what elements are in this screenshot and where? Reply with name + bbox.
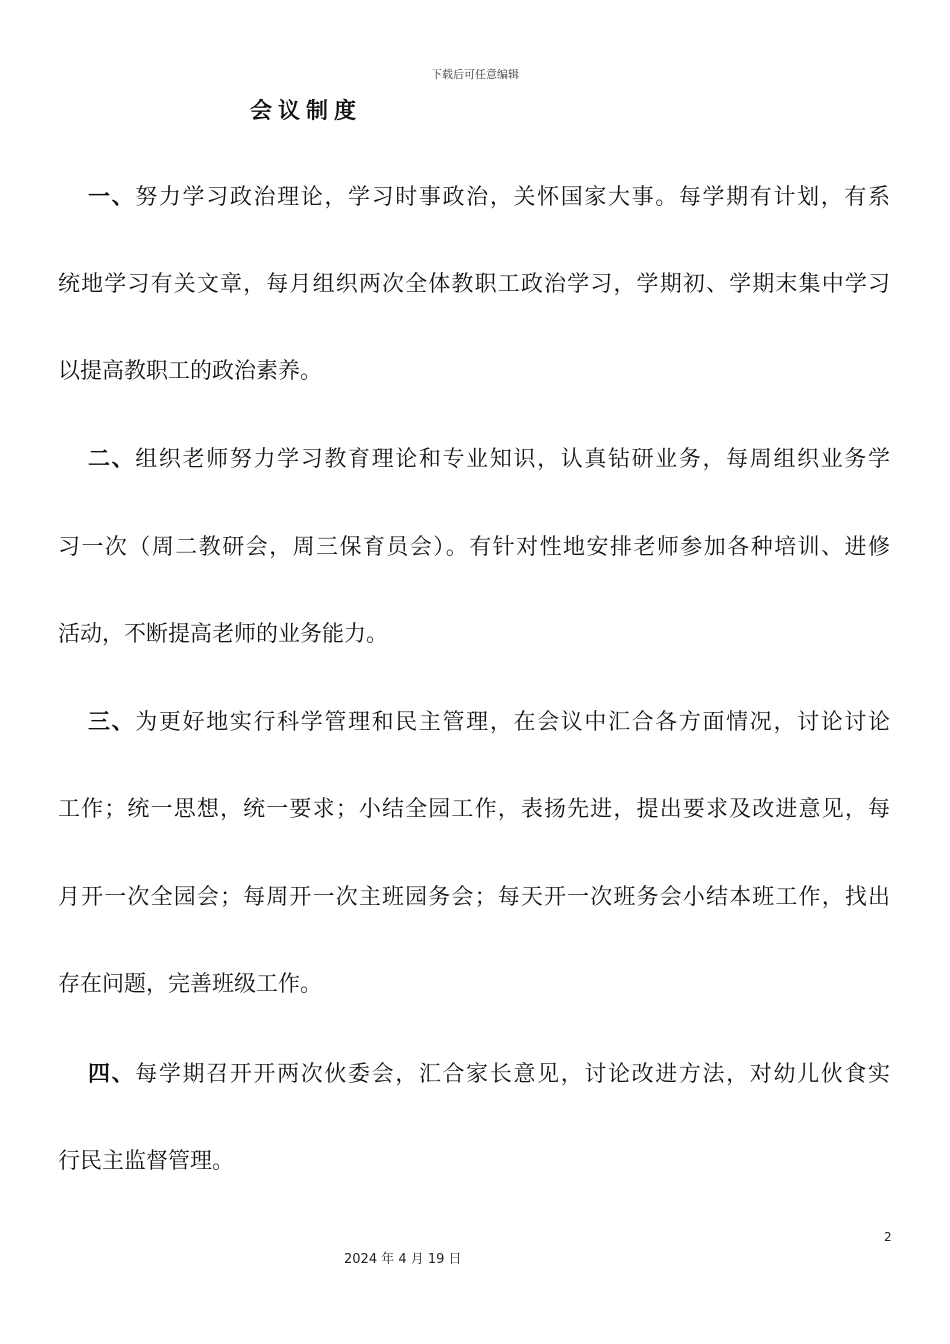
paragraph-4-text: 每学期召开开两次伙委会，汇合家长意见，讨论改进方法，对幼儿伙食实 bbox=[135, 1062, 890, 1087]
document-title: 会议制度 bbox=[250, 99, 363, 124]
footer-date: 2024 年 4 月 19 日 bbox=[344, 1252, 462, 1267]
paragraph-3-line-1 bbox=[88, 708, 890, 738]
paragraph-2-line-2: 习一次（周二教研会，周三保育员会）。有针对性地安排老师参加各种培训、进修 bbox=[58, 535, 890, 560]
paragraph-1-number: 一、 bbox=[88, 185, 136, 210]
page-number: 2 bbox=[884, 1230, 892, 1244]
paragraph-2-line-1 bbox=[88, 445, 890, 475]
paragraph-2-text: 组织老师努力学习教育理论和专业知识，认真钻研业务，每周组织业务学 bbox=[135, 447, 890, 472]
paragraph-3-line-2: 工作；统一思想，统一要求；小结全园工作，表扬先进，提出要求及改进意见，每 bbox=[58, 797, 890, 822]
paragraph-3-text: 为更好地实行科学管理和民主管理，在会议中汇合各方面情况，讨论讨论 bbox=[135, 710, 890, 735]
paragraph-1-line-1 bbox=[88, 183, 890, 213]
paragraph-3-line-4: 存在问题，完善班级工作。 bbox=[58, 972, 323, 997]
paragraph-2-number: 二、 bbox=[88, 447, 136, 472]
header-note: 下载后可任意编辑 bbox=[431, 68, 519, 81]
paragraph-3-line-3: 月开一次全园会；每周开一次主班园务会；每天开一次班务会小结本班工作，找出 bbox=[58, 885, 890, 910]
paragraph-1-line-2: 统地学习有关文章，每月组织两次全体教职工政治学习，学期初、学期末集中学习 bbox=[58, 272, 890, 297]
paragraph-2-line-3: 活动，不断提高老师的业务能力。 bbox=[58, 622, 389, 647]
paragraph-1-line-3: 以提高教职工的政治素养。 bbox=[58, 359, 323, 384]
paragraph-4-number: 四、 bbox=[88, 1062, 136, 1087]
paragraph-4-line-1 bbox=[88, 1060, 890, 1090]
paragraph-3-number: 三、 bbox=[88, 710, 136, 735]
paragraph-1-text: 努力学习政治理论，学习时事政治，关怀国家大事。每学期有计划，有系 bbox=[135, 185, 890, 210]
paragraph-4-line-2: 行民主监督管理。 bbox=[58, 1149, 235, 1174]
